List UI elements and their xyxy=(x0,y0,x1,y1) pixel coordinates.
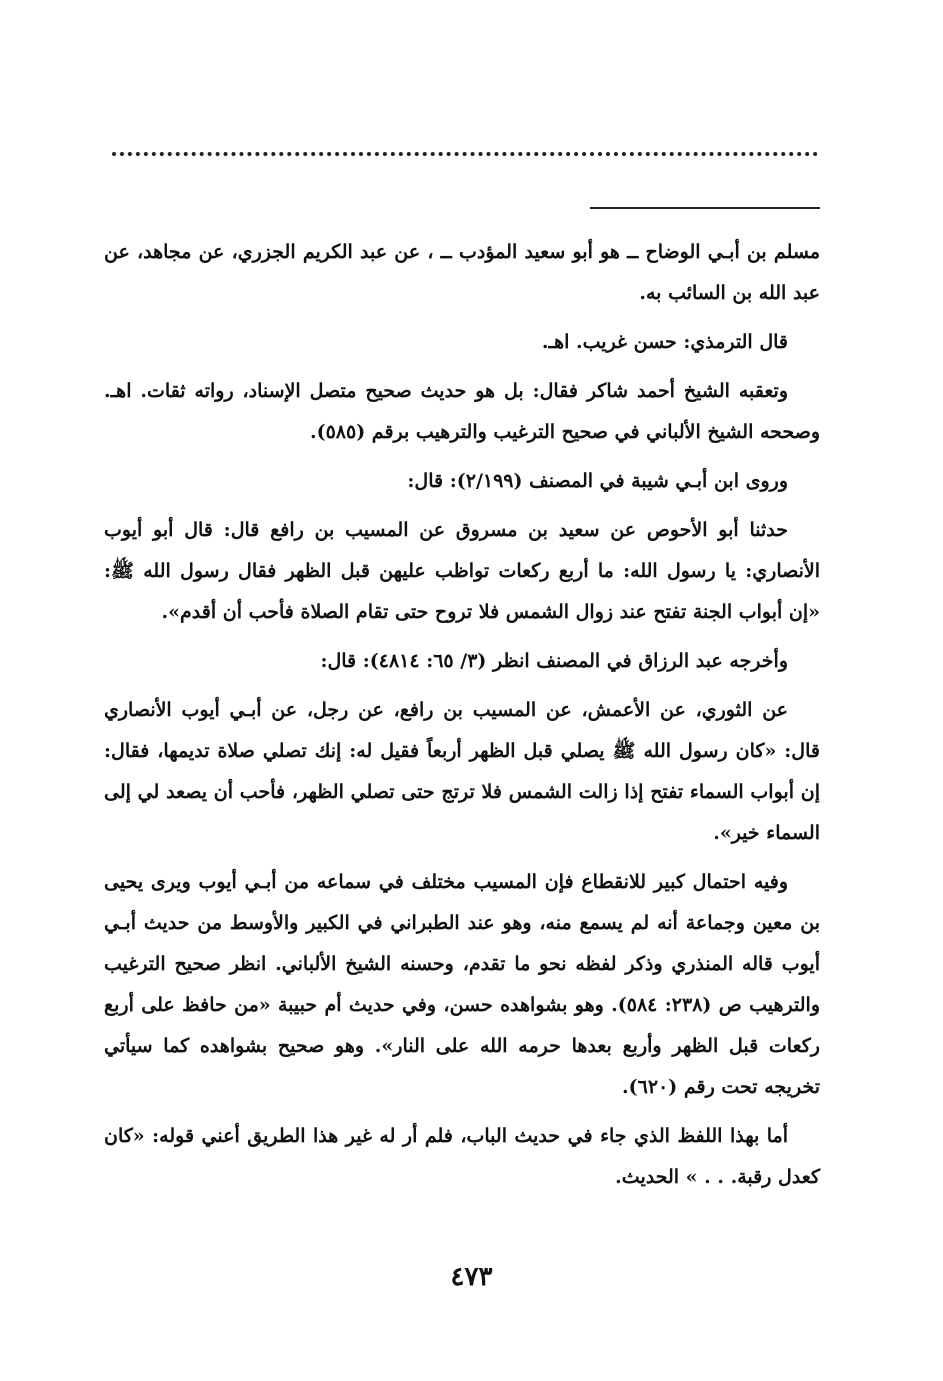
paragraph-7: عن الثوري، عن الأعمش، عن المسيب بن رافع، عن رجل، عن أبـي أيوب الأنصاري قال: «كان رسول الله ﷺ يصلي قبل الظهر أربعاً فقيل له: إنك تصلي صلاة تديمها، فقال: إن أبواب السماء تفتح إذا زالت الشمس فلا ترتج حتى تصلي الظهر، فأحب أن يصعد لي إلى السماء خير». xyxy=(104,699,820,844)
dotted-separator xyxy=(112,152,818,156)
paragraph-4: وروى ابن أبـي شيبة في المصنف (٢/١٩٩): قال: xyxy=(407,470,788,492)
page-number: ٤٧٣ xyxy=(450,1262,493,1292)
footnote-rule xyxy=(590,207,820,209)
paragraph-5: حدثنا أبو الأحوص عن سعيد بن مسروق عن المسيب بن رافع قال: قال أبو أيوب الأنصاري: يا رسول الله: ما أربع ركعات تواظب عليهن قبل الظهر فقال رسول الله ﷺ: «إن أبواب الجنة تفتح عند زوال الشمس فلا تروح حتى تقام الصلاة فأحب أن أقدم». xyxy=(104,519,820,623)
paragraph-3: وتعقبه الشيخ أحمد شاكر فقال: بل هو حديث صحيح متصل الإسناد، رواته ثقات. اهـ. وصححه الشيخ الألباني في صحيح الترغيب والترهيب برقم (٥٨٥). xyxy=(104,380,820,443)
paragraph-8: وفيه احتمال كبير للانقطاع فإن المسيب مختلف في سماعه من أبـي أيوب ويرى يحيى بن معين وجماعة أنه لم يسمع منه، وهو عند الطبراني في الكبير والأوسط من حديث أبـي أيوب قاله المنذري وذكر لفظه نحو ما تقدم، وحسنه الشيخ الألباني. انظر صحيح الترغيب والترهيب ص (٢٣٨: ٥٨٤). وهو بشواهده حسن، وفي حديث أم حبيبة «من حافظ على أربع ركعات قبل الظهر وأربع بعدها حرمه الله على النار». وهو صحيح بشواهده كما سيأتي تخريجه تحت رقم (٦٢٠). xyxy=(104,871,820,1098)
paragraph-6: وأخرجه عبد الرزاق في المصنف انظر (٣/ ٦٥: ٤٨١٤): قال: xyxy=(320,650,788,672)
page-body xyxy=(104,232,820,1206)
paragraph-2: قال الترمذي: حسن غريب. اهـ. xyxy=(541,331,788,353)
paragraph-1: مسلم بن أبـي الوضاح ــ هو أبو سعيد المؤدب ــ ، عن عبد الكريم الجزري، عن مجاهد، عن عبد الله بن السائب به. xyxy=(104,241,820,304)
paragraph-9: أما بهذا اللفظ الذي جاء في حديث الباب، فلم أر له غير هذا الطريق أعني قوله: «كان كعدل رقبة. . . » الحديث. xyxy=(104,1125,820,1188)
